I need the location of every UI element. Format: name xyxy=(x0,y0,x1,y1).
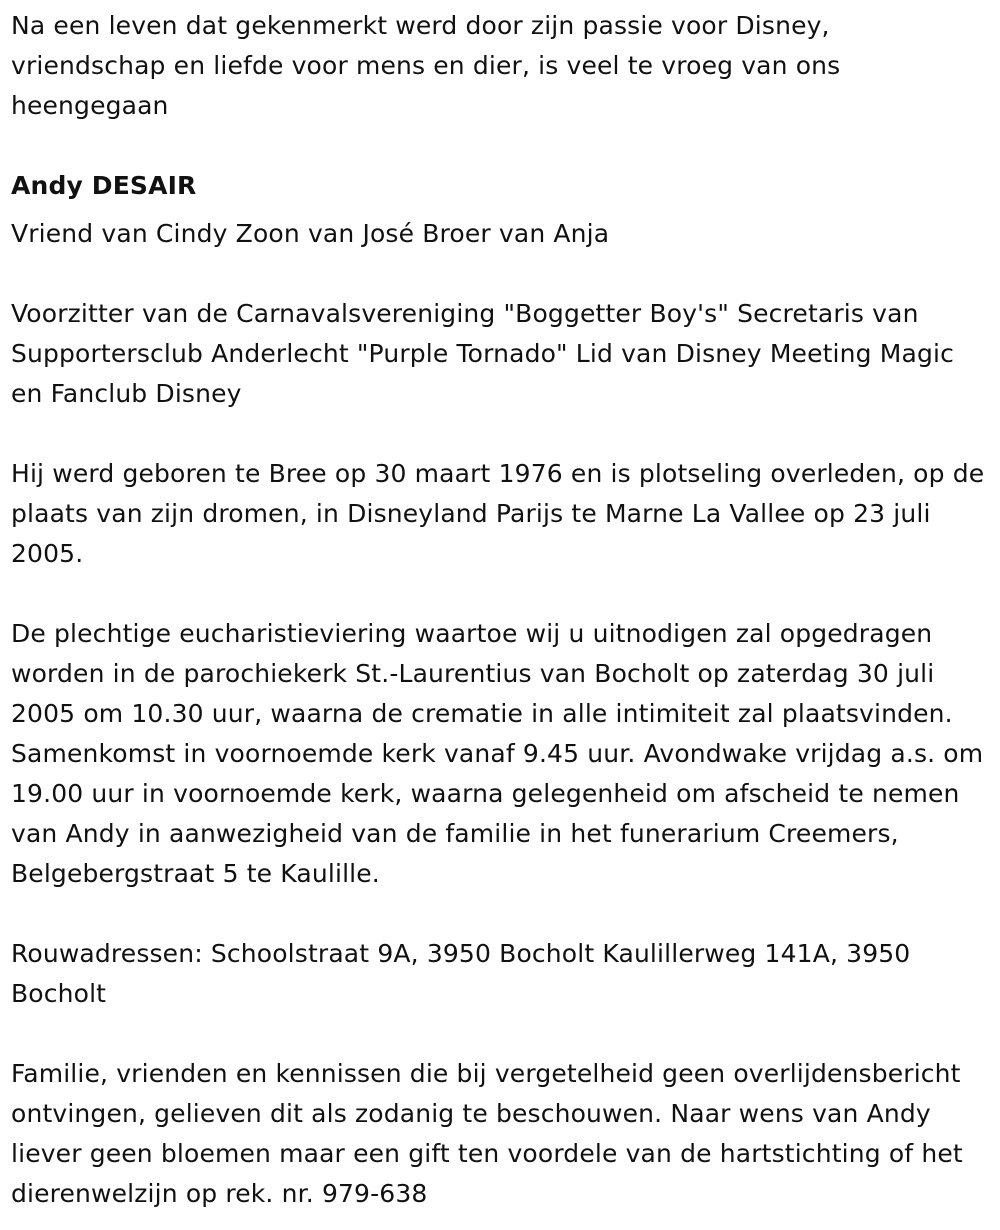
birth-death-paragraph: Hij werd geboren te Bree op 30 maart 1976 en is plotseling overleden, op de plaats van zijn dromen, in Disneyland Parijs te Marne La Vallee op 23 juli 2005. xyxy=(11,459,985,568)
ceremony-paragraph: De plechtige eucharistieviering waartoe wij u uitnodigen zal opgedragen worden in de parochiekerk St.-Laurentius van Bocholt op zaterdag 30 juli 2005 om 10.30 uur, waarna de crematie in alle intimiteit zal plaatsvinden. Samenkomst in voornoemde kerk vanaf 9.45 uur. Avondwake vrijdag a.s. om 19.00 uur in voornoemde kerk, waarna gelegenheid om afscheid te nemen van Andy in aanwezigheid van de familie in het funerarium Creemers, Belgebergstraat 5 te Kaulille. xyxy=(11,619,984,888)
closing-paragraph: Familie, vrienden en kennissen die bij vergetelheid geen overlijdensbericht ontvingen, gelieven dit als zodanig te beschouwen. Naar wens van Andy liever geen bloemen maar een gift ten voordele van de hartstichting of het dierenwelzijn op rek. nr. 979-638 xyxy=(11,1059,963,1208)
memberships-paragraph: Voorzitter van de Carnavalsvereniging "Boggetter Boy's" Secretaris van Supportersclub Anderlecht "Purple Tornado" Lid van Disney Meeting Magic en Fanclub Disney xyxy=(11,299,954,408)
addresses-paragraph: Rouwadressen: Schoolstraat 9A, 3950 Bocholt Kaulillerweg 141A, 3950 Bocholt xyxy=(11,939,911,1008)
deceased-name: Andy DESAIR xyxy=(11,171,197,200)
relations-paragraph: Vriend van Cindy Zoon van José Broer van Anja xyxy=(11,219,610,248)
intro-paragraph: Na een leven dat gekenmerkt werd door zijn passie voor Disney, vriendschap en liefde voor mens en dier, is veel te vroeg van ons heengegaan xyxy=(11,11,841,120)
